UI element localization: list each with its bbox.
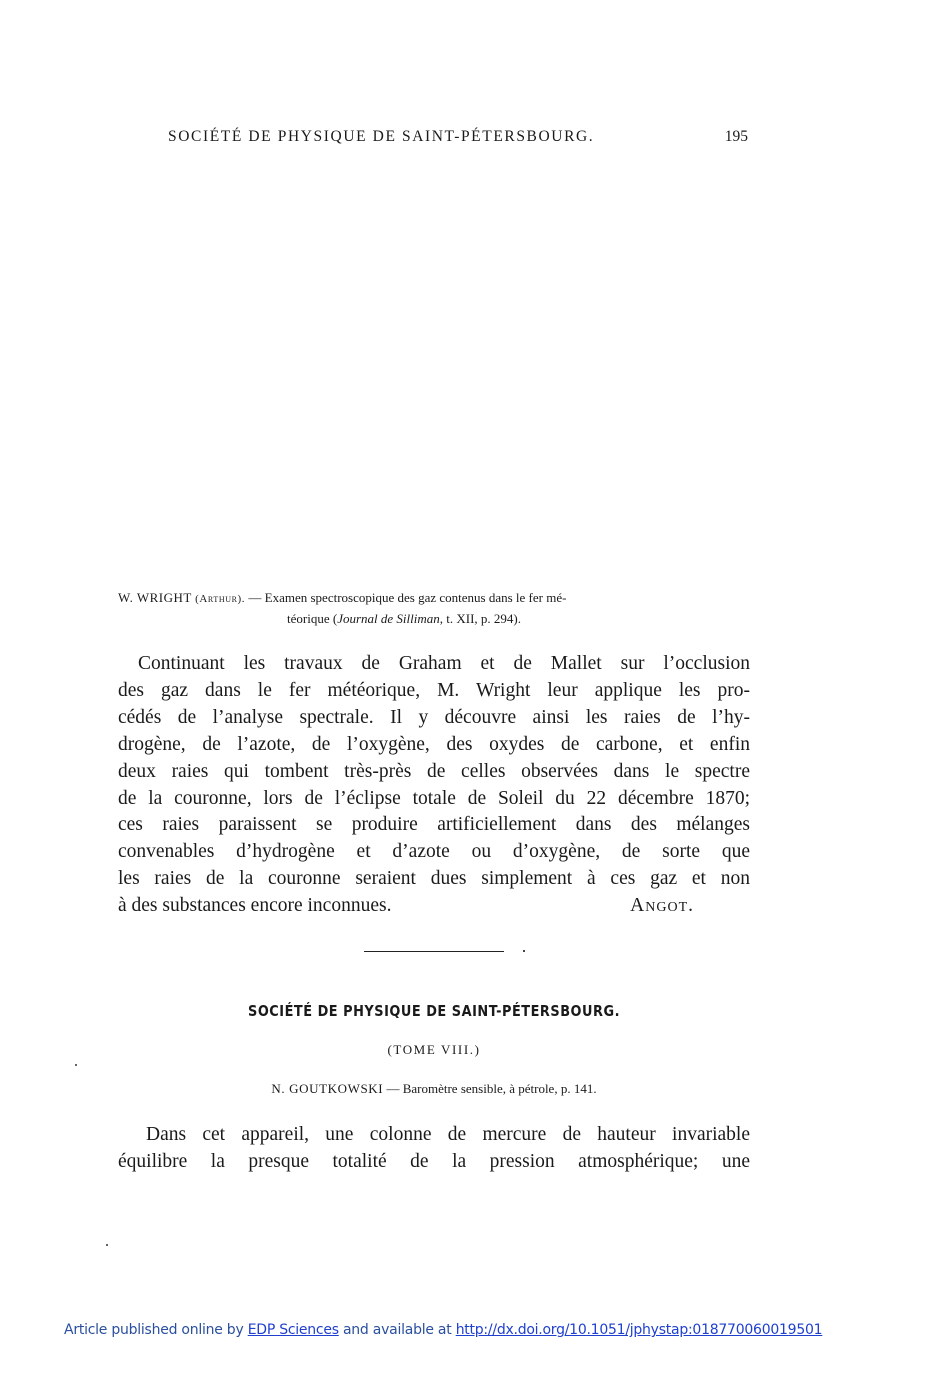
paragraph-goutkowski xyxy=(118,1122,750,1176)
entry-heading-goutkowski xyxy=(118,1081,750,1097)
running-head-title: SOCIÉTÉ DE PHYSIQUE DE SAINT-PÉTERSBOURG. xyxy=(168,128,595,145)
signature: Angot. xyxy=(630,895,694,917)
scan-speck xyxy=(75,1064,77,1066)
paragraph-line: ces raies paraissent se produire artificiellement dans des mélanges xyxy=(118,814,750,836)
page-number: 195 xyxy=(724,128,748,145)
entry-given-name: (Arthur). xyxy=(195,593,246,605)
paragraph-line: deux raies qui tombent très-près de celles observées dans le spectre xyxy=(118,760,750,782)
paragraph-line: de la couronne, lors de l’éclipse totale de Soleil du 22 décembre 1870; xyxy=(118,787,750,809)
publication-footer xyxy=(64,1322,822,1338)
paragraph-line: équilibre la presque totalité de la pression atmosphérique; une xyxy=(118,1150,750,1172)
entry-reference: , t. XII, p. 294). xyxy=(439,611,521,626)
paragraph-wright xyxy=(118,651,750,920)
paragraph-line: drogène, de l’azote, de l’oxygène, des oxydes de carbone, et enfin xyxy=(118,733,750,755)
divider-dot xyxy=(523,950,525,952)
entry-title-end: téorique ( xyxy=(287,611,338,626)
entry-title-continuation xyxy=(118,609,750,629)
tome-label: (TOME VIII.) xyxy=(387,1042,481,1057)
section-title: SOCIÉTÉ DE PHYSIQUE DE SAINT-PÉTERSBOURG. xyxy=(248,1002,620,1020)
entry-author: N. GOUTKOWSKI xyxy=(271,1081,384,1096)
entry-title: — Examen spectroscopique des gaz contenus dans le fer mé- xyxy=(245,590,567,605)
paragraph-line: Dans cet appareil, une colonne de mercure de hauteur invariable xyxy=(146,1124,750,1145)
paragraph-last-line xyxy=(118,893,750,920)
entry-heading-wright xyxy=(118,588,750,629)
doi-link[interactable]: http://dx.doi.org/10.1051/jphystap:018770060019501 xyxy=(455,1322,823,1338)
publisher-link[interactable]: EDP Sciences xyxy=(247,1322,339,1338)
scan-speck xyxy=(106,1244,108,1246)
paragraph-line-text: à des substances encore inconnues. xyxy=(118,895,392,917)
running-head xyxy=(168,128,748,146)
entry-author: W. WRIGHT xyxy=(118,590,192,605)
paragraph-line: des gaz dans le fer météorique, M. Wright leur applique les pro- xyxy=(118,679,750,701)
footer-middle: and available at xyxy=(338,1322,456,1338)
paragraph-line: Continuant les travaux de Graham et de Mallet sur l’occlusion xyxy=(138,653,750,674)
paragraph-line: cédés de l’analyse spectrale. Il y découvre ainsi les raies de l’hy- xyxy=(118,706,750,728)
entry-title: — Baromètre sensible, à pétrole, p. 141. xyxy=(383,1081,597,1096)
section-divider xyxy=(364,951,504,952)
paragraph-line: les raies de la couronne seraient dues simplement à ces gaz et non xyxy=(118,868,750,890)
paragraph-line: convenables d’hydrogène et d’azote ou d’oxygène, de sorte que xyxy=(118,841,750,863)
footer-prefix: Article published online by xyxy=(64,1322,248,1338)
entry-journal: Journal de Silliman xyxy=(337,611,440,626)
